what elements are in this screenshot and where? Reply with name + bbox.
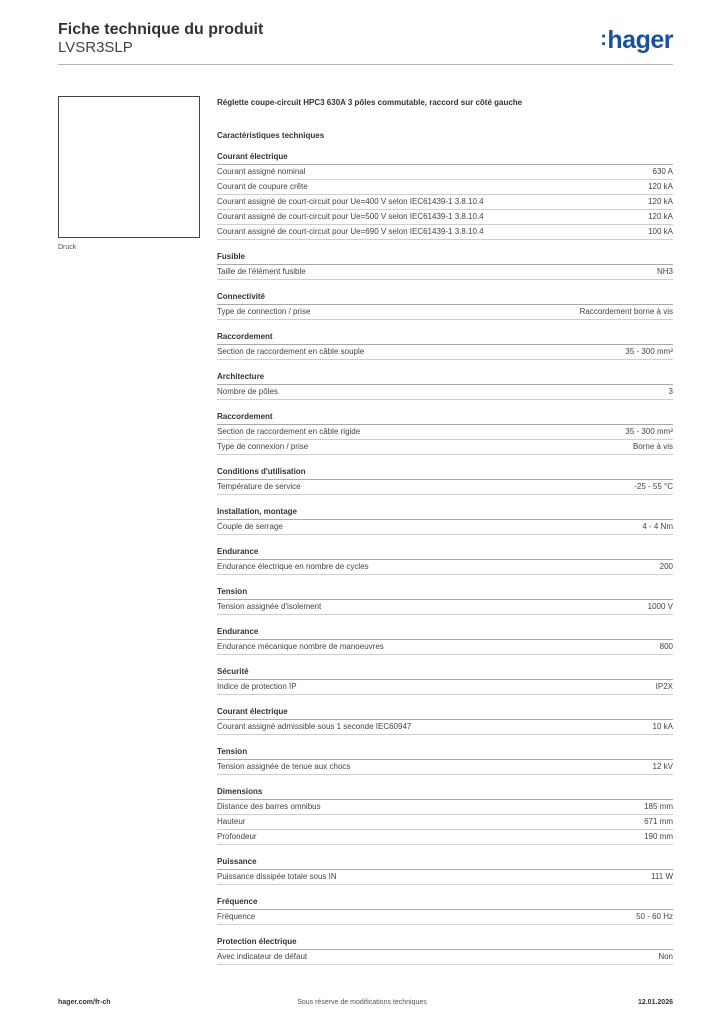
spec-label: Tension assignée de tenue aux chocs (217, 762, 351, 771)
logo-colon-mark: : (600, 28, 607, 50)
section-spacer (217, 655, 673, 665)
spec-label: Profondeur (217, 832, 257, 841)
section-heading: Fréquence (217, 895, 673, 910)
section-spacer (217, 925, 673, 935)
footer-disclaimer: Sous réserve de modifications techniques (297, 999, 427, 1006)
section-heading: Puissance (217, 855, 673, 870)
spec-section (217, 585, 673, 615)
spec-row (217, 305, 673, 320)
spec-row (217, 950, 673, 965)
spec-label: Puissance dissipée totale sous IN (217, 872, 337, 881)
spec-section (217, 785, 673, 845)
product-code: LVSR3SLP (58, 39, 133, 56)
spec-row (217, 600, 673, 615)
spec-label: Courant de coupure crête (217, 182, 308, 191)
section-heading: Courant électrique (217, 150, 673, 165)
section-heading: Dimensions (217, 785, 673, 800)
spec-label: Nombre de pôles (217, 387, 278, 396)
spec-value: Non (658, 952, 673, 961)
spec-label: Section de raccordement en câble souple (217, 347, 365, 356)
spec-value: 630 A (652, 167, 673, 176)
spec-label: Taille de l'élément fusible (217, 267, 306, 276)
spec-value: Borne à vis (632, 442, 673, 451)
spec-label: Distance des barres omnibus (217, 802, 321, 811)
spec-section (217, 935, 673, 965)
image-caption: Druck (58, 244, 77, 251)
section-spacer (217, 535, 673, 545)
characteristics-title: Caractéristiques techniques (217, 131, 325, 140)
spec-section (217, 545, 673, 575)
logo-text: hager (607, 26, 673, 54)
spec-section (217, 330, 673, 360)
section-spacer (217, 280, 673, 290)
section-heading: Endurance (217, 625, 673, 640)
section-heading: Tension (217, 745, 673, 760)
spec-value: 111 W (651, 872, 673, 881)
section-spacer (217, 695, 673, 705)
section-heading: Raccordement (217, 330, 673, 345)
spec-section (217, 290, 673, 320)
spec-section (217, 665, 673, 695)
spec-section (217, 250, 673, 280)
spec-value: 4 - 4 Nm (642, 522, 673, 531)
spec-row (217, 910, 673, 925)
spec-sections (217, 150, 673, 965)
spec-row (217, 640, 673, 655)
section-spacer (217, 400, 673, 410)
spec-value: 3 (668, 387, 673, 396)
spec-value: 185 mm (644, 802, 673, 811)
spec-row (217, 720, 673, 735)
page-title: Fiche technique du produit (58, 21, 264, 38)
section-heading: Connectivité (217, 290, 673, 305)
section-heading: Endurance (217, 545, 673, 560)
spec-value: 10 kA (652, 722, 673, 731)
spec-section (217, 370, 673, 400)
spec-label: Hauteur (217, 817, 246, 826)
section-heading: Architecture (217, 370, 673, 385)
spec-row (217, 815, 673, 830)
spec-value: Raccordement borne à vis (579, 307, 673, 316)
spec-row (217, 265, 673, 280)
spec-row (217, 480, 673, 495)
section-heading: Courant électrique (217, 705, 673, 720)
spec-row (217, 385, 673, 400)
spec-row (217, 560, 673, 575)
spec-value: 12 kV (652, 762, 673, 771)
spec-value: 50 - 60 Hz (636, 912, 673, 921)
spec-value: 190 mm (644, 832, 673, 841)
section-heading: Conditions d'utilisation (217, 465, 673, 480)
spec-section (217, 745, 673, 775)
spec-row (217, 225, 673, 240)
spec-row (217, 165, 673, 180)
spec-row (217, 800, 673, 815)
section-spacer (217, 360, 673, 370)
section-spacer (217, 575, 673, 585)
section-spacer (217, 775, 673, 785)
footer-date: 12.01.2026 (637, 999, 673, 1006)
spec-label: Type de connection / prise (217, 307, 311, 316)
spec-label: Tension assignée d'isolement (217, 602, 322, 611)
spec-row (217, 210, 673, 225)
section-spacer (217, 615, 673, 625)
section-heading: Raccordement (217, 410, 673, 425)
spec-label: Couple de serrage (217, 522, 283, 531)
section-heading: Sécurité (217, 665, 673, 680)
hager-logo (600, 26, 673, 55)
spec-row (217, 345, 673, 360)
spec-label: Endurance mécanique nombre de manoeuvres (217, 642, 384, 651)
spec-row (217, 425, 673, 440)
spec-row (217, 680, 673, 695)
section-heading: Fusible (217, 250, 673, 265)
spec-value: 1000 V (647, 602, 673, 611)
spec-row (217, 760, 673, 775)
spec-label: Courant assigné de court-circuit pour Ue=400 V selon IEC61439-1 3.8.10.4 (217, 197, 484, 206)
spec-row (217, 440, 673, 455)
spec-label: Courant assigné de court-circuit pour Ue=500 V selon IEC61439-1 3.8.10.4 (217, 212, 484, 221)
spec-label: Type de connexion / prise (217, 442, 309, 451)
section-spacer (217, 455, 673, 465)
spec-value: 120 kA (648, 197, 673, 206)
section-spacer (217, 845, 673, 855)
spec-value: 120 kA (648, 182, 673, 191)
section-heading: Protection électrique (217, 935, 673, 950)
spec-value: 35 - 300 mm² (625, 347, 673, 356)
section-spacer (217, 735, 673, 745)
spec-section (217, 465, 673, 495)
spec-row (217, 870, 673, 885)
section-spacer (217, 885, 673, 895)
spec-label: Courant assigné admissible sous 1 seconde IEC60947 (217, 722, 412, 731)
spec-row (217, 830, 673, 845)
footer-website-link[interactable]: hager.com/fr-ch (58, 999, 111, 1006)
header-divider (58, 64, 673, 65)
section-spacer (217, 495, 673, 505)
section-spacer (217, 240, 673, 250)
spec-value: 200 (659, 562, 673, 571)
spec-section (217, 705, 673, 735)
spec-label: Section de raccordement en câble rigide (217, 427, 361, 436)
spec-label: Indice de protection IP (217, 682, 297, 691)
section-heading: Tension (217, 585, 673, 600)
section-heading: Installation, montage (217, 505, 673, 520)
spec-section (217, 625, 673, 655)
spec-label: Fréquence (217, 912, 256, 921)
spec-row (217, 180, 673, 195)
spec-value: 100 kA (648, 227, 673, 236)
spec-section (217, 410, 673, 455)
spec-value: 120 kA (648, 212, 673, 221)
section-spacer (217, 320, 673, 330)
spec-label: Endurance électrique en nombre de cycles (217, 562, 369, 571)
spec-section (217, 505, 673, 535)
spec-value: 671 mm (644, 817, 673, 826)
spec-label: Courant assigné de court-circuit pour Ue=690 V selon IEC61439-1 3.8.10.4 (217, 227, 484, 236)
spec-value: -25 - 55 °C (634, 482, 673, 491)
product-image-frame (58, 96, 200, 238)
spec-value: IP2X (655, 682, 673, 691)
spec-label: Courant assigné nominal (217, 167, 306, 176)
content-column (217, 96, 673, 965)
spec-section (217, 855, 673, 885)
spec-row (217, 520, 673, 535)
spec-section (217, 895, 673, 925)
spec-value: NH3 (656, 267, 673, 276)
spec-label: Avec indicateur de défaut (217, 952, 308, 961)
spec-value: 35 - 300 mm² (625, 427, 673, 436)
product-description: Réglette coupe-circuit HPC3 630A 3 pôles commutable, raccord sur côté gauche (217, 98, 523, 107)
spec-value: 800 (659, 642, 673, 651)
spec-label: Température de service (217, 482, 301, 491)
spec-section (217, 150, 673, 240)
spec-row (217, 195, 673, 210)
